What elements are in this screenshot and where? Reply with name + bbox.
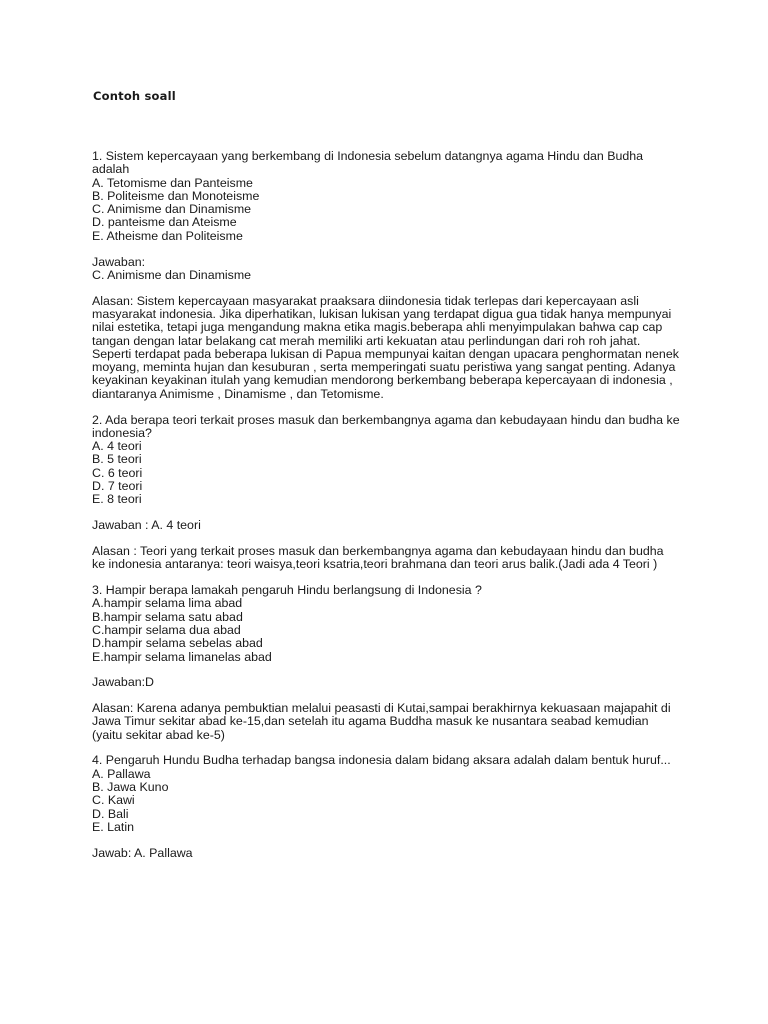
reason-text: masyarakat indonesia. Jika diperhatikan, lukisan lukisan yang terdapat digua gua tidak hanya mempunyai xyxy=(92,306,672,321)
answer-option: D.hampir selama sebelas abad xyxy=(92,636,263,651)
reason-text: moyang, meminta hujan dan kesuburan , serta memperingati suatu peristiwa yang sangat penting. Adanya xyxy=(92,360,676,375)
answer-option: A. 4 teori xyxy=(92,439,142,454)
spacer xyxy=(92,282,692,295)
reason-text: tangan dengan latar belakang cat merah memiliki arti kekuatan atau perlindungan dari roh roh jahat. xyxy=(92,333,641,348)
answer-key: C. Animisme dan Dinamisme xyxy=(92,267,252,282)
answer-option: A. Tetomisme dan Panteisme xyxy=(92,175,253,190)
answer-key: Jawaban: xyxy=(92,254,146,269)
question-text: 1. Sistem kepercayaan yang berkembang di Indonesia sebelum datangnya agama Hindu dan Budha xyxy=(92,149,644,163)
answer-option: A.hampir selama lima abad xyxy=(92,596,243,611)
question-text: indonesia? xyxy=(92,425,152,440)
answer-key: Jawab: A. Pallawa xyxy=(92,845,193,860)
answer-key: Jawaban : A. 4 teori xyxy=(92,518,201,533)
answer-key: Jawaban:D xyxy=(92,675,154,690)
answer-option: C. Animisme dan Dinamisme xyxy=(92,202,252,217)
reason-text: Alasan: Sistem kepercayaan masyarakat praaksara diindonesia tidak terlepas dari kepercayaan asli xyxy=(92,293,639,308)
reason-text: Alasan: Karena adanya pembuktian melalui peasasti di Kutai,sampai berakhirnya kekuasaan majapahit di xyxy=(92,701,671,716)
reason-text: Alasan : Teori yang terkait proses masuk dan berkembangnya agama dan kebudayaan hindu dan budha xyxy=(92,543,664,558)
answer-option: C. 6 teori xyxy=(92,465,143,480)
answer-option: D. panteisme dan Ateisme xyxy=(92,215,237,230)
reason-text: keyakinan keyakinan itulah yang kemudian mendorong berkembang beberapa kepercayaan di indonesia , xyxy=(92,373,673,388)
reason-text: nilai estetika, tetapi juga mengandung makna etika magis.beberapa ahli menyimpulakan bahwa cap cap xyxy=(92,320,663,335)
question-text: 4. Pengaruh Hundu Budha terhadap bangsa indonesia dalam bidang aksara adalah dalam bentuk huruf... xyxy=(92,753,671,768)
answer-option: D. Bali xyxy=(92,806,129,821)
document-body xyxy=(92,150,692,860)
reason-text: ke indonesia antaranya: teori waisya,teori ksatria,teori brahmana dan teori arus balik.(Jadi ada 4 Teori ) xyxy=(92,557,658,572)
spacer xyxy=(92,243,692,256)
answer-option: E. Atheisme dan Politeisme xyxy=(92,228,243,243)
page-title: Contoh soall xyxy=(93,89,176,103)
spacer xyxy=(92,664,692,677)
answer-option: B. Politeisme dan Monoteisme xyxy=(92,188,260,203)
answer-option: C. Kawi xyxy=(92,793,135,808)
answer-option: D. 7 teori xyxy=(92,479,143,494)
answer-option: B. Jawa Kuno xyxy=(92,780,169,795)
answer-option: E. 8 teori xyxy=(92,492,142,507)
answer-option: B. 5 teori xyxy=(92,452,142,467)
reason-text: Seperti terdapat pada beberapa lukisan di Papua mempunyai kaitan dengan upacara penghormatan nenek xyxy=(92,346,679,361)
answer-option: A. Pallawa xyxy=(92,766,151,781)
reason-text: diantaranya Animisme , Dinamisme , dan Tetomisme. xyxy=(92,386,384,401)
question-text: 2. Ada berapa teori terkait proses masuk dan berkembangnya agama dan kebudayaan hindu dan budha ke xyxy=(92,412,680,427)
answer-option: E.hampir selama limanelas abad xyxy=(92,649,272,664)
question-text: 3. Hampir berapa lamakah pengaruh Hindu berlangsung di Indonesia ? xyxy=(92,583,482,598)
question-text: adalah xyxy=(92,162,130,177)
answer-option: C.hampir selama dua abad xyxy=(92,622,241,637)
spacer xyxy=(92,401,692,414)
spacer xyxy=(92,834,692,847)
reason-text: Jawa Timur sekitar abad ke-15,dan setelah itu agama Buddha masuk ke nusantara seabad kemudian xyxy=(92,714,649,729)
answer-option: B.hampir selama satu abad xyxy=(92,609,243,624)
reason-text: (yaitu sekitar abad ke-5) xyxy=(92,727,225,742)
answer-option: E. Latin xyxy=(92,819,135,834)
